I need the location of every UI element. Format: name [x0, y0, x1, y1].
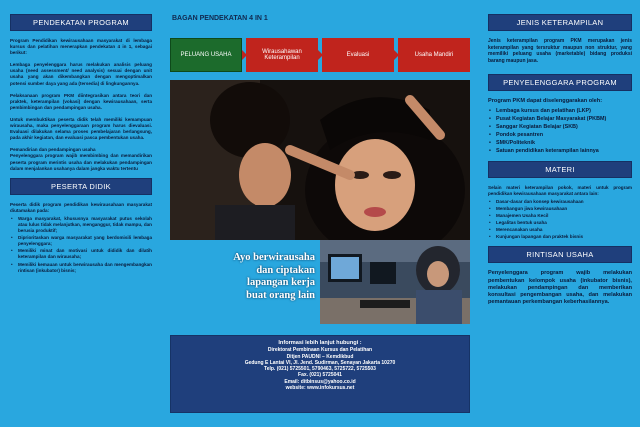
jenis-text: Jenis keterampilan program PKM merupakan jenis keterampilan yang tersruktur maupun non struktur, yang memiliki peluang usaha (marketable) bidang produksi barang maupun jasa.: [488, 38, 632, 64]
pendekatan-evaluasi: Untuk membuktikan peserta didik telah memiliki kemampuan wirausaha, maka penyelenggaraan program harus dievaluasi. Evaluasi dilakukan selama proses pembelajaran berlangsung, pada akhir kegiatan, dan evaluasi pasca pembentukan usaha.: [10, 116, 152, 141]
list-item: • Pondok pesantren: [488, 132, 632, 139]
contact-line: Ditjen PAUDNI – Kemdikbud: [286, 353, 354, 360]
list-item: • Diprioritaskan warga masyarakat yang berdomisili lembaga penyelenggara;: [10, 235, 152, 247]
list-item: • Merencanakan usaha: [488, 227, 632, 233]
contact-line: Gedung E Lantai VI, Jl. Jend. Sudirman, Senayan Jakarta 10270: [244, 359, 396, 366]
penyelenggara-intro: Program PKM dapat diselenggarakan oleh:: [488, 98, 603, 105]
pendekatan-pemandirian: Pemandirian dan pendampingan usaha Penyelenggara program wajib membimbing dan memandirikan peserta program merintis usaha dan melakukan pendampingan dalam menjalankan usahanya dalam jangka waktu tertentu: [10, 147, 152, 171]
pendekatan-analisis: Lembaga penyelenggara harus melakukan analisis peluang usaha (need assessment/ need analysis) sesuai dengan unit usaha yang akan dikembangkan dengan mengoptimalkan potensi sumber daya yang ada (tersedia) di lingkungannya.: [10, 62, 152, 86]
contact-line: Fax. (021) 5725041: [298, 372, 342, 379]
approach-flow-diagram: [170, 38, 470, 72]
rintisan-text: Penyelenggara program wajib melakukan pembentukan kelompok usaha (inkubator bisnis), melakukan pendampingan dan memberikan konsultasi pengembangan usaha, dan melakukan pemantauan perkembangan keberhasilannya.: [488, 270, 632, 306]
list-item: • SMK/Politeknik: [488, 140, 632, 147]
list-item: • Legalitas bentuk usaha: [488, 220, 632, 226]
list-item: • Memiliki minat dan motivasi untuk dididik dan dilatih keterampilan dan wirausaha;: [10, 248, 152, 260]
left-column: [0, 0, 160, 427]
slogan-line: dan ciptakan: [256, 264, 315, 276]
slogan-line: buat orang lain: [246, 289, 315, 301]
penyelenggara-list: [488, 108, 632, 155]
list-item: • Dasar-dasar dan konsep kewirausahaan: [488, 199, 632, 205]
pendekatan-intro: Program Pendidikan kewirausahaan masyarakat di lembaga kursus dan pelatihan menerapkan pendekatan 4 in 1, sebagai berikut:: [10, 38, 152, 56]
list-item: • Lembaga kursus dan pelatihan (LKP): [488, 108, 632, 115]
list-item: • Memiliki kemauan untuk berwirausaha dan mengembangkan rintisan (inkubator) bisnis;: [10, 262, 152, 274]
materi-list: [488, 199, 632, 241]
list-item: • Manajemen Usaha Kecil: [488, 213, 632, 219]
computer-training-photo: [320, 240, 470, 324]
contact-email: Email: ditbinsus@yahoo.co.id: [284, 378, 356, 385]
list-item: • Satuan pendidikan keterampilan lainnya: [488, 148, 632, 155]
slogan-text: [170, 252, 315, 302]
computer-photo-illustration: [320, 240, 470, 324]
peserta-intro: Peserta didik program pendidikan kewirausahaan masyarakat diutamakan pada:: [10, 201, 152, 213]
slogan-line: lapangan kerja: [247, 277, 315, 288]
slogan-line: Ayo berwirausaha: [233, 252, 315, 263]
peserta-heading: PESERTA DIDIK: [10, 178, 152, 195]
makeup-photo-illustration: [170, 80, 470, 240]
step-usaha-mandiri: Usaha Mandiri: [398, 38, 470, 72]
list-item: • Pusat Kegiatan Belajar Masyarakat (PKBM): [488, 116, 632, 123]
step-evaluasi: Evaluasi: [322, 38, 394, 72]
rintisan-heading: RINTISAN USAHA: [488, 246, 632, 263]
peserta-list: [10, 216, 152, 274]
pendekatan-heading: PENDEKATAN PROGRAM: [10, 14, 152, 31]
pendekatan-pelaksanaan: Pelaksanaan program PKM diintegrasikan antara teori dan praktek, keterampilan (vokasi) dengan kewirausahaan, serta pembimbingan dan pendampingan usaha.: [10, 92, 152, 110]
contact-website: website: www.infokursus.net: [285, 385, 355, 392]
list-item: • Warga masyarakat, khususnya masyarakat putus sekolah atau lulus tidak melanjutkan, menganggur, tidak mampu, dan berusia produktif;: [10, 216, 152, 234]
contact-info-box: [170, 335, 470, 413]
step-keterampilan: Wirausahawan Keterampilan: [246, 38, 318, 72]
list-item: • Membangun jiwa kewirausahaan: [488, 206, 632, 212]
contact-title: Informasi lebih lanjut hubungi :: [278, 340, 362, 346]
penyelenggara-heading: PENYELENGGARA PROGRAM: [488, 74, 632, 91]
jenis-heading: JENIS KETERAMPILAN: [488, 14, 632, 31]
materi-heading: MATERI: [488, 161, 632, 178]
right-column: [480, 0, 640, 427]
flow-title: BAGAN PENDEKATAN 4 IN 1: [172, 15, 268, 22]
list-item: • Sanggar Kegiatan Belajar (SKB): [488, 124, 632, 131]
list-item: • Kunjungan lapangan dan praktek bisnis: [488, 234, 632, 240]
materi-intro: Selain materi keterampilan pokok, materi untuk program pendidikan kewirausahaan masyarakat antara lain:: [488, 184, 632, 196]
contact-line: Telp. (021) 5725501, 5790463, 5725722, 5725503: [264, 366, 376, 373]
contact-line: Direktorat Pembinaan Kursus dan Pelatihan: [267, 347, 373, 354]
makeup-training-photo: [170, 80, 470, 240]
step-peluang-usaha: PELUANG USAHA: [170, 38, 242, 72]
